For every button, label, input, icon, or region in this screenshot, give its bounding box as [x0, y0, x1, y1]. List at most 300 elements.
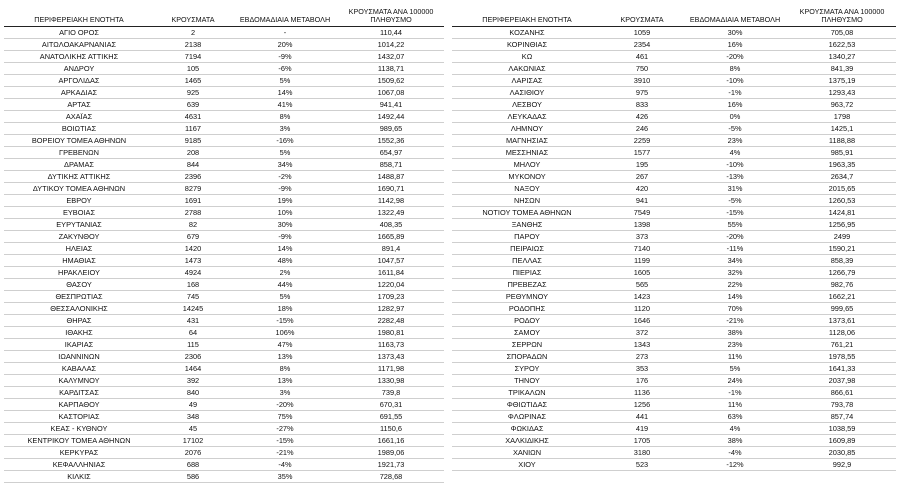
- table-row: [4, 111, 444, 123]
- unit-name-cell: ΦΘΙΩΤΙΔΑΣ: [452, 399, 602, 411]
- table-row: [4, 351, 444, 363]
- cases-cell: 925: [154, 87, 232, 99]
- weekly-change-cell: 19%: [232, 195, 338, 207]
- weekly-change-cell: 16%: [682, 39, 788, 51]
- table-row: [4, 387, 444, 399]
- weekly-change-cell: -1%: [682, 87, 788, 99]
- header-row: [452, 2, 896, 27]
- unit-name-cell: ΠΑΡΟΥ: [452, 231, 602, 243]
- unit-name-cell: ΣΥΡΟΥ: [452, 363, 602, 375]
- table-row: [452, 171, 896, 183]
- weekly-change-cell: 63%: [682, 411, 788, 423]
- cases-cell: 833: [602, 99, 682, 111]
- unit-name-cell: ΛΗΜΝΟΥ: [452, 123, 602, 135]
- weekly-change-cell: 13%: [232, 351, 338, 363]
- cases-cell: 975: [602, 87, 682, 99]
- weekly-change-cell: 0%: [682, 111, 788, 123]
- cases-cell: 750: [602, 63, 682, 75]
- weekly-change-cell: -10%: [682, 75, 788, 87]
- table-row: [4, 279, 444, 291]
- cases-cell: 168: [154, 279, 232, 291]
- cases-cell: 2306: [154, 351, 232, 363]
- table-row: [452, 27, 896, 39]
- per-100k-cell: 1662,21: [788, 291, 896, 303]
- table-row: [452, 459, 896, 471]
- cases-cell: 1646: [602, 315, 682, 327]
- table-row: [4, 183, 444, 195]
- per-100k-cell: 1171,98: [338, 363, 444, 375]
- weekly-change-cell: 3%: [232, 387, 338, 399]
- unit-name-cell: ΝΑΞΟΥ: [452, 183, 602, 195]
- cases-cell: 1464: [154, 363, 232, 375]
- weekly-change-cell: -10%: [682, 159, 788, 171]
- per-100k-cell: 992,9: [788, 459, 896, 471]
- cases-cell: 246: [602, 123, 682, 135]
- weekly-change-cell: -5%: [682, 123, 788, 135]
- weekly-change-cell: -21%: [682, 315, 788, 327]
- per-100k-cell: 1322,49: [338, 207, 444, 219]
- table-row: [4, 303, 444, 315]
- table-row: [452, 435, 896, 447]
- weekly-change-cell: 5%: [232, 75, 338, 87]
- unit-name-cell: ΜΕΣΣΗΝΙΑΣ: [452, 147, 602, 159]
- table-row: [452, 219, 896, 231]
- unit-name-cell: ΔΥΤΙΚΗΣ ΑΤΤΙΚΗΣ: [4, 171, 154, 183]
- weekly-change-cell: 2%: [232, 267, 338, 279]
- table-row: [452, 231, 896, 243]
- per-100k-cell: 110,44: [338, 27, 444, 39]
- cases-cell: 461: [602, 51, 682, 63]
- table-row: [452, 99, 896, 111]
- unit-name-cell: ΠΙΕΡΙΑΣ: [452, 267, 602, 279]
- table-row: [4, 411, 444, 423]
- cases-cell: 1136: [602, 387, 682, 399]
- per-100k-cell: 2634,7: [788, 171, 896, 183]
- per-100k-cell: 728,68: [338, 471, 444, 483]
- unit-name-cell: ΡΟΔΟΠΗΣ: [452, 303, 602, 315]
- weekly-change-cell: -13%: [682, 171, 788, 183]
- weekly-change-cell: 31%: [682, 183, 788, 195]
- unit-name-cell: ΑΡΤΑΣ: [4, 99, 154, 111]
- table-row: [452, 327, 896, 339]
- cases-cell: 1423: [602, 291, 682, 303]
- table-row: [452, 387, 896, 399]
- per-100k-cell: 2037,98: [788, 375, 896, 387]
- table-row: [452, 51, 896, 63]
- cases-cell: 14245: [154, 303, 232, 315]
- unit-name-cell: ΞΑΝΘΗΣ: [452, 219, 602, 231]
- table-row: [452, 267, 896, 279]
- per-100k-cell: 654,97: [338, 147, 444, 159]
- weekly-change-cell: 32%: [682, 267, 788, 279]
- table-row: [4, 75, 444, 87]
- unit-name-cell: ΚΟΡΙΝΘΙΑΣ: [452, 39, 602, 51]
- cases-cell: 353: [602, 363, 682, 375]
- per-100k-cell: 2030,85: [788, 447, 896, 459]
- unit-name-cell: ΕΥΡΥΤΑΝΙΑΣ: [4, 219, 154, 231]
- weekly-change-cell: -4%: [682, 447, 788, 459]
- per-100k-cell: 1150,6: [338, 423, 444, 435]
- cases-cell: 208: [154, 147, 232, 159]
- cases-cell: 1398: [602, 219, 682, 231]
- cases-cell: 348: [154, 411, 232, 423]
- unit-name-cell: ΤΗΝΟΥ: [452, 375, 602, 387]
- table-row: [452, 195, 896, 207]
- per-100k-cell: 1798: [788, 111, 896, 123]
- cases-cell: 392: [154, 375, 232, 387]
- unit-name-cell: ΚΟΖΑΝΗΣ: [452, 27, 602, 39]
- cases-cell: 1059: [602, 27, 682, 39]
- weekly-change-cell: -21%: [232, 447, 338, 459]
- table-row: [4, 147, 444, 159]
- table-row: [4, 315, 444, 327]
- unit-name-cell: ΗΛΕΙΑΣ: [4, 243, 154, 255]
- per-100k-cell: 1373,43: [338, 351, 444, 363]
- weekly-change-cell: 13%: [232, 375, 338, 387]
- cases-cell: 372: [602, 327, 682, 339]
- left-table-body: [4, 27, 444, 483]
- header-cases: ΚΡΟΥΣΜΑΤΑ: [602, 2, 682, 27]
- unit-name-cell: ΚΕΝΤΡΙΚΟΥ ΤΟΜΕΑ ΑΘΗΝΩΝ: [4, 435, 154, 447]
- cases-cell: 115: [154, 339, 232, 351]
- table-row: [4, 447, 444, 459]
- table-row: [452, 375, 896, 387]
- weekly-change-cell: -20%: [232, 399, 338, 411]
- right-table: [452, 2, 896, 471]
- weekly-change-cell: 24%: [682, 375, 788, 387]
- per-100k-cell: 1260,53: [788, 195, 896, 207]
- cases-cell: 840: [154, 387, 232, 399]
- weekly-change-cell: 34%: [682, 255, 788, 267]
- unit-name-cell: ΛΑΡΙΣΑΣ: [452, 75, 602, 87]
- unit-name-cell: ΚΑΛΥΜΝΟΥ: [4, 375, 154, 387]
- per-100k-cell: 705,08: [788, 27, 896, 39]
- unit-name-cell: ΑΡΚΑΔΙΑΣ: [4, 87, 154, 99]
- unit-name-cell: ΕΒΡΟΥ: [4, 195, 154, 207]
- weekly-change-cell: 70%: [682, 303, 788, 315]
- unit-name-cell: ΚΙΛΚΙΣ: [4, 471, 154, 483]
- cases-cell: 2138: [154, 39, 232, 51]
- table-row: [4, 51, 444, 63]
- per-100k-cell: 1038,59: [788, 423, 896, 435]
- table-row: [4, 267, 444, 279]
- cases-cell: 420: [602, 183, 682, 195]
- per-100k-cell: 989,65: [338, 123, 444, 135]
- cases-cell: 523: [602, 459, 682, 471]
- table-row: [452, 303, 896, 315]
- weekly-change-cell: 22%: [682, 279, 788, 291]
- cases-cell: 2788: [154, 207, 232, 219]
- unit-name-cell: ΚΕΡΚΥΡΑΣ: [4, 447, 154, 459]
- cases-cell: 4924: [154, 267, 232, 279]
- table-row: [452, 447, 896, 459]
- weekly-change-cell: 14%: [682, 291, 788, 303]
- weekly-change-cell: 5%: [232, 147, 338, 159]
- weekly-change-cell: 75%: [232, 411, 338, 423]
- table-row: [4, 27, 444, 39]
- table-row: [452, 135, 896, 147]
- table-row: [4, 99, 444, 111]
- header-unit: ΠΕΡΙΦΕΡΕΙΑΚΗ ΕΝΟΤΗΤΑ: [452, 2, 602, 27]
- cases-cell: 7140: [602, 243, 682, 255]
- per-100k-cell: 1014,22: [338, 39, 444, 51]
- unit-name-cell: ΚΑΒΑΛΑΣ: [4, 363, 154, 375]
- cases-cell: 1199: [602, 255, 682, 267]
- per-100k-cell: 1980,81: [338, 327, 444, 339]
- per-100k-cell: 1128,06: [788, 327, 896, 339]
- per-100k-cell: 1978,55: [788, 351, 896, 363]
- cases-cell: 2076: [154, 447, 232, 459]
- cases-cell: 2259: [602, 135, 682, 147]
- table-row: [452, 159, 896, 171]
- unit-name-cell: ΑΙΤΩΛΟΑΚΑΡΝΑΝΙΑΣ: [4, 39, 154, 51]
- weekly-change-cell: 48%: [232, 255, 338, 267]
- cases-cell: 441: [602, 411, 682, 423]
- weekly-change-cell: 11%: [682, 351, 788, 363]
- table-row: [452, 243, 896, 255]
- per-100k-cell: 2499: [788, 231, 896, 243]
- table-row: [4, 399, 444, 411]
- per-100k-cell: 1921,73: [338, 459, 444, 471]
- header-per-100k: ΚΡΟΥΣΜΑΤΑ ΑΝΑ 100000 ΠΛΗΘΥΣΜΟ: [338, 2, 444, 27]
- cases-cell: 586: [154, 471, 232, 483]
- unit-name-cell: ΖΑΚΥΝΘΟΥ: [4, 231, 154, 243]
- unit-name-cell: ΘΕΣΠΡΩΤΙΑΣ: [4, 291, 154, 303]
- unit-name-cell: ΔΥΤΙΚΟΥ ΤΟΜΕΑ ΑΘΗΝΩΝ: [4, 183, 154, 195]
- table-row: [4, 255, 444, 267]
- per-100k-cell: 941,41: [338, 99, 444, 111]
- unit-name-cell: ΛΕΣΒΟΥ: [452, 99, 602, 111]
- table-row: [452, 423, 896, 435]
- table-row: [4, 219, 444, 231]
- table-row: [452, 87, 896, 99]
- unit-name-cell: ΗΜΑΘΙΑΣ: [4, 255, 154, 267]
- table-row: [4, 231, 444, 243]
- unit-name-cell: ΚΑΡΠΑΘΟΥ: [4, 399, 154, 411]
- header-cases: ΚΡΟΥΣΜΑΤΑ: [154, 2, 232, 27]
- per-100k-cell: 1293,43: [788, 87, 896, 99]
- per-100k-cell: 1488,87: [338, 171, 444, 183]
- weekly-change-cell: 4%: [682, 423, 788, 435]
- table-row: [4, 207, 444, 219]
- unit-name-cell: ΠΡΕΒΕΖΑΣ: [452, 279, 602, 291]
- per-100k-cell: 1375,19: [788, 75, 896, 87]
- cases-cell: 267: [602, 171, 682, 183]
- unit-name-cell: ΝΗΣΩΝ: [452, 195, 602, 207]
- table-row: [4, 291, 444, 303]
- unit-name-cell: ΤΡΙΚΑΛΩΝ: [452, 387, 602, 399]
- weekly-change-cell: 106%: [232, 327, 338, 339]
- table-row: [4, 243, 444, 255]
- per-100k-cell: 691,55: [338, 411, 444, 423]
- per-100k-cell: 1220,04: [338, 279, 444, 291]
- table-row: [452, 315, 896, 327]
- cases-cell: 45: [154, 423, 232, 435]
- table-row: [452, 207, 896, 219]
- weekly-change-cell: -: [232, 27, 338, 39]
- per-100k-cell: 1425,1: [788, 123, 896, 135]
- weekly-change-cell: 35%: [232, 471, 338, 483]
- cases-cell: 1256: [602, 399, 682, 411]
- unit-name-cell: ΚΕΦΑΛΛΗΝΙΑΣ: [4, 459, 154, 471]
- table-row: [4, 159, 444, 171]
- unit-name-cell: ΒΟΙΩΤΙΑΣ: [4, 123, 154, 135]
- unit-name-cell: ΧΑΝΙΩΝ: [452, 447, 602, 459]
- unit-name-cell: ΑΡΓΟΛΙΔΑΣ: [4, 75, 154, 87]
- weekly-change-cell: 4%: [682, 147, 788, 159]
- per-100k-cell: 1622,53: [788, 39, 896, 51]
- per-100k-cell: 1611,84: [338, 267, 444, 279]
- weekly-change-cell: -20%: [682, 51, 788, 63]
- cases-cell: 8279: [154, 183, 232, 195]
- per-100k-cell: 857,74: [788, 411, 896, 423]
- table-row: [4, 63, 444, 75]
- per-100k-cell: 670,31: [338, 399, 444, 411]
- weekly-change-cell: 8%: [232, 363, 338, 375]
- unit-name-cell: ΙΘΑΚΗΣ: [4, 327, 154, 339]
- per-100k-cell: 2015,65: [788, 183, 896, 195]
- cases-cell: 7194: [154, 51, 232, 63]
- per-100k-cell: 982,76: [788, 279, 896, 291]
- per-100k-cell: 1963,35: [788, 159, 896, 171]
- weekly-change-cell: 44%: [232, 279, 338, 291]
- per-100k-cell: 1266,79: [788, 267, 896, 279]
- cases-cell: 426: [602, 111, 682, 123]
- per-100k-cell: 1432,07: [338, 51, 444, 63]
- table-row: [4, 135, 444, 147]
- unit-name-cell: ΙΚΑΡΙΑΣ: [4, 339, 154, 351]
- per-100k-cell: 739,8: [338, 387, 444, 399]
- table-row: [452, 255, 896, 267]
- unit-name-cell: ΣΕΡΡΩΝ: [452, 339, 602, 351]
- unit-name-cell: ΗΡΑΚΛΕΙΟΥ: [4, 267, 154, 279]
- unit-name-cell: ΠΕΛΛΑΣ: [452, 255, 602, 267]
- unit-name-cell: ΠΕΙΡΑΙΩΣ: [452, 243, 602, 255]
- per-100k-cell: 761,21: [788, 339, 896, 351]
- left-table: [4, 2, 444, 483]
- cases-cell: 3910: [602, 75, 682, 87]
- unit-name-cell: ΓΡΕΒΕΝΩΝ: [4, 147, 154, 159]
- cases-cell: 565: [602, 279, 682, 291]
- header-unit: ΠΕΡΙΦΕΡΕΙΑΚΗ ΕΝΟΤΗΤΑ: [4, 2, 154, 27]
- weekly-change-cell: -9%: [232, 231, 338, 243]
- table-row: [452, 351, 896, 363]
- weekly-change-cell: 18%: [232, 303, 338, 315]
- weekly-change-cell: 23%: [682, 339, 788, 351]
- unit-name-cell: ΚΑΣΤΟΡΙΑΣ: [4, 411, 154, 423]
- table-row: [452, 63, 896, 75]
- per-100k-cell: 999,65: [788, 303, 896, 315]
- unit-name-cell: ΡΕΘΥΜΝΟΥ: [452, 291, 602, 303]
- per-100k-cell: 858,39: [788, 255, 896, 267]
- cases-cell: 373: [602, 231, 682, 243]
- cases-cell: 2: [154, 27, 232, 39]
- weekly-change-cell: 20%: [232, 39, 338, 51]
- weekly-change-cell: 14%: [232, 87, 338, 99]
- cases-cell: 688: [154, 459, 232, 471]
- per-100k-cell: 858,71: [338, 159, 444, 171]
- weekly-change-cell: -15%: [232, 315, 338, 327]
- unit-name-cell: ΛΑΚΩΝΙΑΣ: [452, 63, 602, 75]
- cases-cell: 1343: [602, 339, 682, 351]
- weekly-change-cell: -4%: [232, 459, 338, 471]
- unit-name-cell: ΘΑΣΟΥ: [4, 279, 154, 291]
- weekly-change-cell: -12%: [682, 459, 788, 471]
- per-100k-cell: 866,61: [788, 387, 896, 399]
- weekly-change-cell: 55%: [682, 219, 788, 231]
- per-100k-cell: 1330,98: [338, 375, 444, 387]
- table-row: [4, 339, 444, 351]
- cases-cell: 49: [154, 399, 232, 411]
- table-row: [452, 291, 896, 303]
- cases-cell: 941: [602, 195, 682, 207]
- unit-name-cell: ΘΕΣΣΑΛΟΝΙΚΗΣ: [4, 303, 154, 315]
- cases-cell: 273: [602, 351, 682, 363]
- table-row: [4, 423, 444, 435]
- unit-name-cell: ΑΧΑΪΑΣ: [4, 111, 154, 123]
- cases-cell: 176: [602, 375, 682, 387]
- cases-cell: 1120: [602, 303, 682, 315]
- per-100k-cell: 963,72: [788, 99, 896, 111]
- cases-cell: 2354: [602, 39, 682, 51]
- weekly-change-cell: 30%: [682, 27, 788, 39]
- unit-name-cell: ΛΕΥΚΑΔΑΣ: [452, 111, 602, 123]
- weekly-change-cell: -16%: [232, 135, 338, 147]
- cases-cell: 639: [154, 99, 232, 111]
- unit-name-cell: ΜΥΚΟΝΟΥ: [452, 171, 602, 183]
- per-100k-cell: 1641,33: [788, 363, 896, 375]
- table-row: [452, 411, 896, 423]
- weekly-change-cell: 14%: [232, 243, 338, 255]
- unit-name-cell: ΕΥΒΟΙΑΣ: [4, 207, 154, 219]
- per-100k-cell: 1989,06: [338, 447, 444, 459]
- weekly-change-cell: 23%: [682, 135, 788, 147]
- cases-cell: 1167: [154, 123, 232, 135]
- cases-cell: 7549: [602, 207, 682, 219]
- weekly-change-cell: 3%: [232, 123, 338, 135]
- table-row: [4, 327, 444, 339]
- table-row: [452, 399, 896, 411]
- cases-cell: 745: [154, 291, 232, 303]
- weekly-change-cell: 8%: [682, 63, 788, 75]
- cases-cell: 419: [602, 423, 682, 435]
- table-row: [452, 75, 896, 87]
- per-100k-cell: 1552,36: [338, 135, 444, 147]
- per-100k-cell: 1256,95: [788, 219, 896, 231]
- per-100k-cell: 793,78: [788, 399, 896, 411]
- unit-name-cell: ΚΑΡΔΙΤΣΑΣ: [4, 387, 154, 399]
- per-100k-cell: 1509,62: [338, 75, 444, 87]
- weekly-change-cell: 5%: [682, 363, 788, 375]
- table-row: [452, 339, 896, 351]
- cases-cell: 2396: [154, 171, 232, 183]
- unit-name-cell: ΑΝΑΤΟΛΙΚΗΣ ΑΤΤΙΚΗΣ: [4, 51, 154, 63]
- header-row: [4, 2, 444, 27]
- cases-cell: 1705: [602, 435, 682, 447]
- per-100k-cell: 891,4: [338, 243, 444, 255]
- table-row: [4, 471, 444, 483]
- per-100k-cell: 1590,21: [788, 243, 896, 255]
- per-100k-cell: 1661,16: [338, 435, 444, 447]
- per-100k-cell: 1047,57: [338, 255, 444, 267]
- weekly-change-cell: -11%: [682, 243, 788, 255]
- cases-cell: 1577: [602, 147, 682, 159]
- unit-name-cell: ΑΓΙΟ ΟΡΟΣ: [4, 27, 154, 39]
- weekly-change-cell: -1%: [682, 387, 788, 399]
- weekly-change-cell: 5%: [232, 291, 338, 303]
- table-row: [4, 171, 444, 183]
- weekly-change-cell: 10%: [232, 207, 338, 219]
